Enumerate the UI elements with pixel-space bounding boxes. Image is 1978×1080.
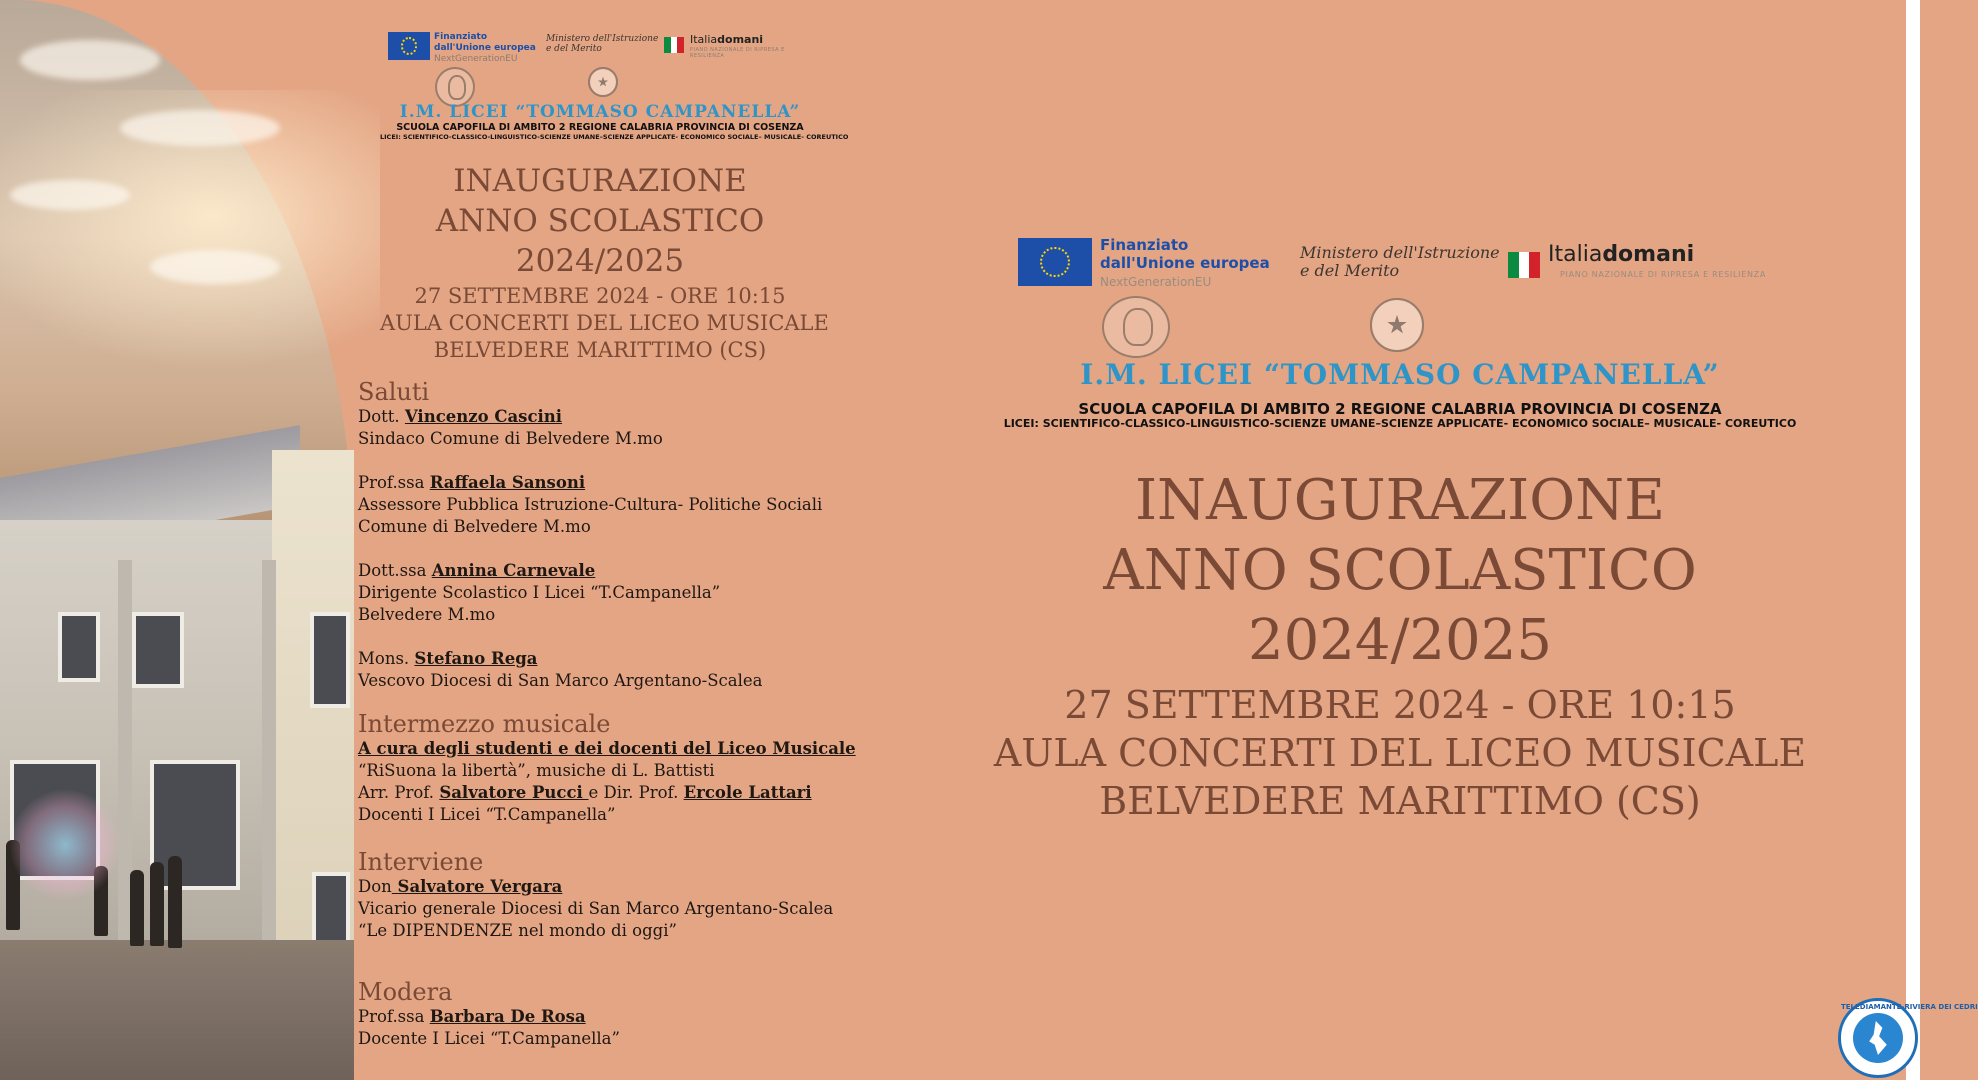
pillar xyxy=(262,560,276,1000)
italiadomani-label: Italiadomani xyxy=(1548,242,1695,267)
eu-funding-label: Finanziato dall'Unione europea NextGenerationEU xyxy=(434,32,536,64)
section-interviene xyxy=(358,848,834,942)
moderator-line: Prof.ssa Barbara De Rosa xyxy=(358,1007,586,1026)
title-year: 2024/2025 xyxy=(515,243,685,279)
window xyxy=(132,612,184,688)
person xyxy=(150,862,164,946)
arrangers: Arr. Prof. Salvatore Pucci e Dir. Prof. Ercole Lattari xyxy=(358,783,812,802)
eu-funding-label: Finanziato dall'Unione europea NextGenerationEU xyxy=(1100,236,1270,289)
event-town-large: BELVEDERE MARITTIMO (CS) xyxy=(1099,779,1701,823)
performers: A cura degli studenti e dei docenti del Liceo Musicale xyxy=(358,739,856,758)
school-name: I.M. LICEI “TOMMASO CAMPANELLA” xyxy=(399,102,801,122)
heading-saluti: Saluti xyxy=(358,378,430,406)
speaker-role: Sindaco Comune di Belvedere M.mo xyxy=(358,429,663,448)
funding-logos xyxy=(380,30,820,62)
music-title: “RiSuona la libertà”, musiche di L. Battisti xyxy=(358,761,715,780)
title-year-large: 2024/2025 xyxy=(1248,608,1552,673)
section-intermezzo xyxy=(358,710,856,826)
talk-topic: “Le DIPENDENZE nel mondo di oggi” xyxy=(358,921,677,940)
event-date-large: 27 SETTEMBRE 2024 - ORE 10:15 xyxy=(1064,683,1736,727)
cloud xyxy=(120,110,280,146)
heading-interviene: Interviene xyxy=(358,848,484,876)
school-courses: LICEI: SCIENTIFICO-CLASSICO-LINGUISTICO-SCIENZE UMANE–SCIENZE APPLICATE- ECONOMICO SOCIALE– MUSICALE- COREUTICO xyxy=(380,133,849,141)
person xyxy=(168,856,182,948)
right-edge-strip xyxy=(1906,0,1920,1080)
speaker-line: Mons. Stefano Rega xyxy=(358,649,538,668)
school-subtitle: SCUOLA CAPOFILA DI AMBITO 2 REGIONE CALABRIA PROVINCIA DI COSENZA xyxy=(1078,400,1722,418)
section-modera xyxy=(358,978,828,1050)
section-saluti xyxy=(358,378,828,692)
italiadomani-label: Italiadomani xyxy=(690,33,764,46)
ministry-label: Ministero dell'Istruzione e del Merito xyxy=(1300,243,1500,280)
person xyxy=(130,870,144,946)
heading-intermezzo: Intermezzo musicale xyxy=(358,710,611,738)
speaker-line: Dott.ssa Annina Carnevale xyxy=(358,561,596,580)
title-anno-scolastico: ANNO SCOLASTICO xyxy=(435,203,765,239)
eu-flag-icon xyxy=(388,32,430,60)
ministry-label: Ministero dell'Istruzione e del Merito xyxy=(546,34,659,54)
cloud xyxy=(20,40,160,80)
speaker-role: Vescovo Diocesi di San Marco Argentano-Scalea xyxy=(358,671,763,690)
cloud xyxy=(150,250,280,284)
speaker-name: Salvatore Vergara xyxy=(391,877,563,896)
school-courses: LICEI: SCIENTIFICO-CLASSICO-LINGUISTICO-SCIENZE UMANE–SCIENZE APPLICATE- ECONOMICO SOCIALE– MUSICALE- COREUTICO xyxy=(1003,417,1797,430)
speaker-line: Dott. Vincenzo Cascini xyxy=(358,407,563,426)
event-venue-large: AULA CONCERTI DEL LICEO MUSICALE xyxy=(993,731,1807,775)
speaker-role: Belvedere M.mo xyxy=(358,605,496,624)
window xyxy=(310,612,350,708)
speaker-role: Comune di Belvedere M.mo xyxy=(358,517,591,536)
event-town: BELVEDERE MARITTIMO (CS) xyxy=(433,338,767,362)
channel-logo-text: TELEDIAMANTE-RIVIERA DEI CEDRI xyxy=(1841,1003,1978,1011)
campanella-portrait-icon xyxy=(435,67,475,107)
title-inaugurazione: INAUGURAZIONE xyxy=(453,163,747,199)
moderator-role: Docente I Licei “T.Campanella” xyxy=(358,1029,620,1048)
speaker-name: Vincenzo Cascini xyxy=(404,407,563,426)
republic-emblem-icon xyxy=(1370,298,1424,352)
cloud xyxy=(10,180,130,210)
arranger-name: Salvatore Pucci xyxy=(439,783,589,802)
campanella-portrait-icon xyxy=(1102,296,1170,358)
window xyxy=(58,612,100,682)
italy-flag-icon xyxy=(1508,252,1540,278)
performers-role: Docenti I Licei “T.Campanella” xyxy=(358,805,616,824)
speaker-name: Stefano Rega xyxy=(414,649,538,668)
republic-emblem-icon xyxy=(588,67,618,97)
speaker-name: Annina Carnevale xyxy=(431,561,596,580)
speaker-line: Don Salvatore Vergara xyxy=(358,877,563,896)
dove-icon xyxy=(1853,1013,1903,1063)
event-program xyxy=(358,378,856,1050)
eu-flag-icon xyxy=(1018,238,1092,286)
speaker-role: Assessore Pubblica Istruzione-Cultura- Politiche Sociali xyxy=(358,495,823,514)
speaker-role: Vicario generale Diocesi di San Marco Argentano-Scalea xyxy=(358,899,834,918)
heading-modera: Modera xyxy=(358,978,453,1006)
event-date: 27 SETTEMBRE 2024 - ORE 10:15 xyxy=(414,284,786,308)
school-building-photo xyxy=(0,0,354,1080)
italy-flag-icon xyxy=(664,37,684,53)
speaker-role: Dirigente Scolastico I Licei “T.Campanella” xyxy=(358,583,721,602)
lens-flare xyxy=(10,790,120,900)
left-poster-header xyxy=(380,30,849,362)
courtyard xyxy=(0,940,354,1080)
pnrr-label: PIANO NAZIONALE DI RIPRESA E RESILIENZA xyxy=(1560,270,1767,279)
school-name: I.M. LICEI “TOMMASO CAMPANELLA” xyxy=(1080,358,1720,391)
title-anno-scolastico-large: ANNO SCOLASTICO xyxy=(1103,538,1697,603)
speaker-line: Prof.ssa Raffaela Sansoni xyxy=(358,473,586,492)
director-name: Ercole Lattari xyxy=(683,783,812,802)
channel-logo xyxy=(1838,998,1978,1078)
moderator-name: Barbara De Rosa xyxy=(429,1007,586,1026)
school-subtitle: SCUOLA CAPOFILA DI AMBITO 2 REGIONE CALABRIA PROVINCIA DI COSENZA xyxy=(396,122,804,133)
event-venue: AULA CONCERTI DEL LICEO MUSICALE xyxy=(380,311,829,335)
pnrr-label: PIANO NAZIONALE DI RIPRESA E RESILIENZA xyxy=(690,47,785,59)
title-inaugurazione-large: INAUGURAZIONE xyxy=(1134,468,1666,533)
speaker-name: Raffaela Sansoni xyxy=(429,473,586,492)
